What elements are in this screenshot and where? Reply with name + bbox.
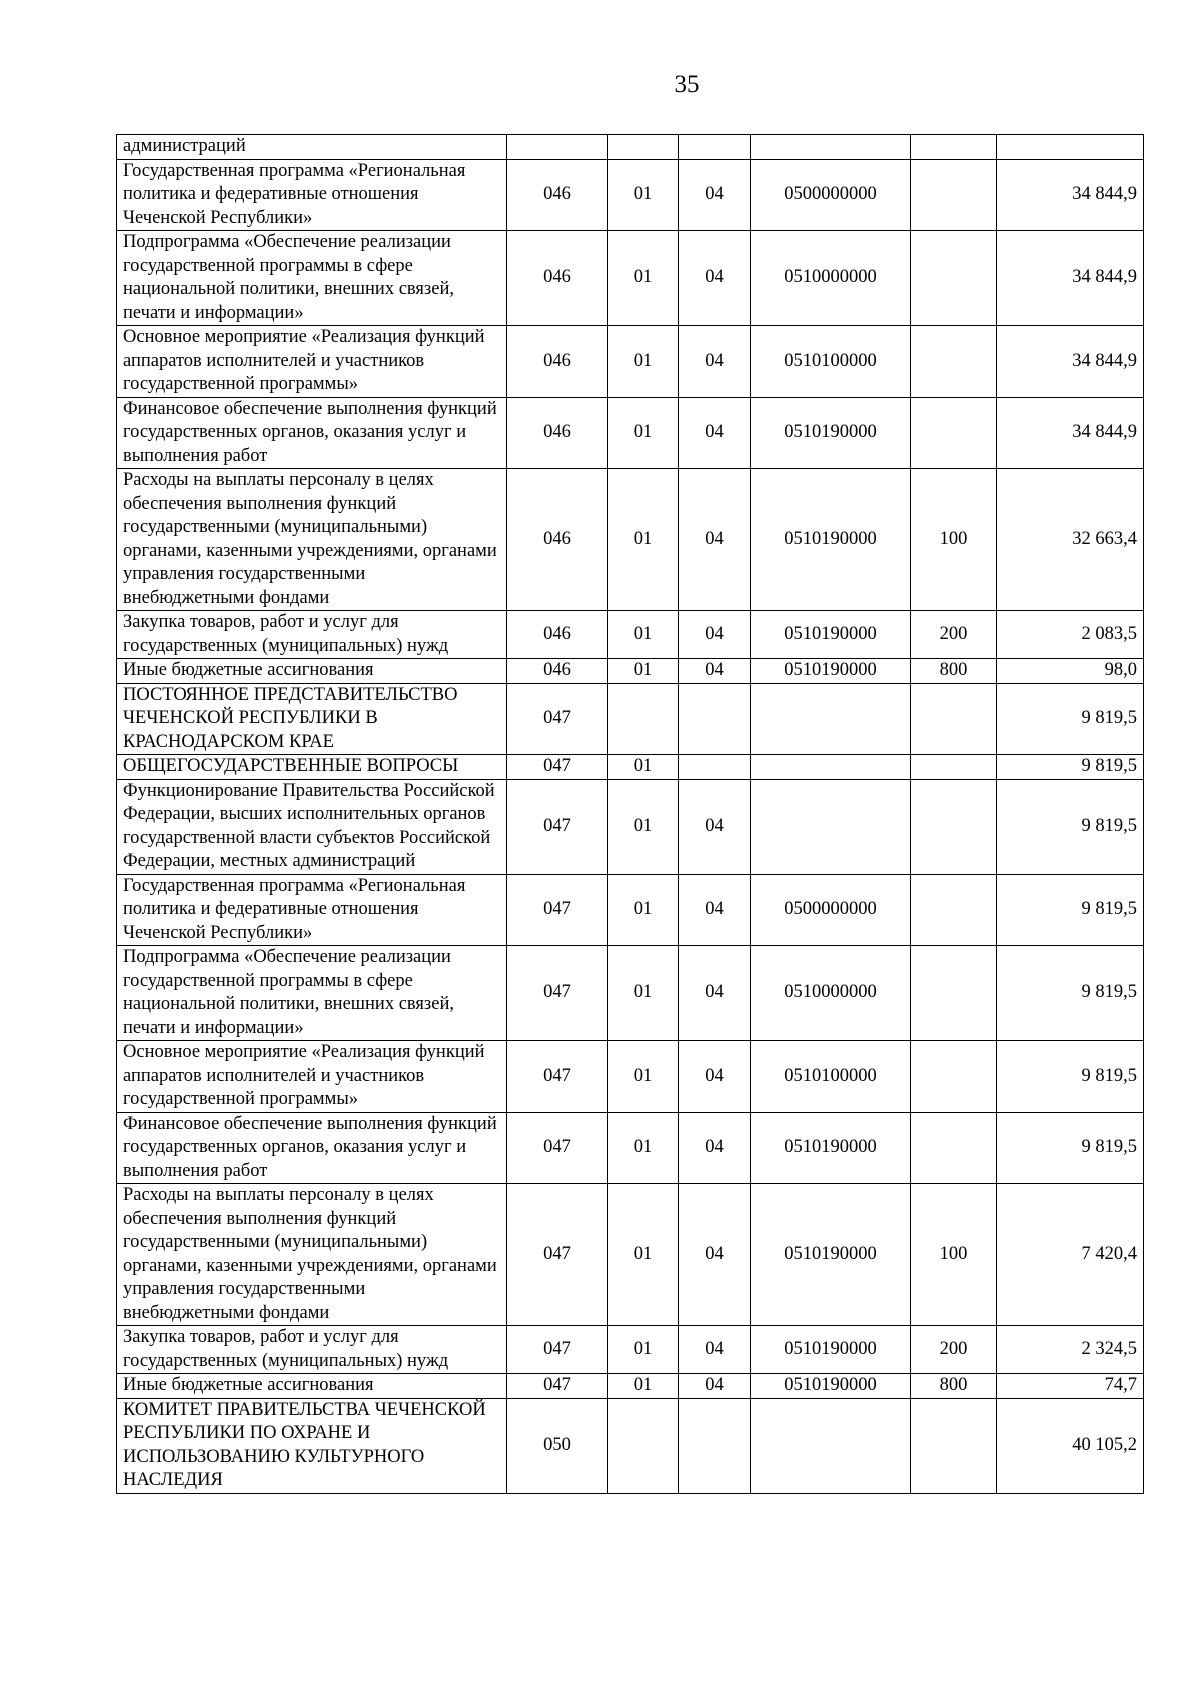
- row-sum-cell: 7 420,4: [997, 1184, 1144, 1326]
- row-vr-cell: 800: [911, 1374, 997, 1399]
- table-row: [117, 755, 1144, 780]
- row-csr-cell: 0510190000: [751, 659, 911, 684]
- row-pr-cell: 04: [679, 1112, 751, 1184]
- row-vr-cell: [911, 1112, 997, 1184]
- row-vr-cell: [911, 135, 997, 160]
- row-name-cell: Государственная программа «Региональная политика и федеративные отношения Чеченской Республики»: [117, 159, 507, 231]
- row-name-cell: Финансовое обеспечение выполнения функций государственных органов, оказания услуг и выполнения работ: [117, 1112, 507, 1184]
- row-csr-cell: [751, 755, 911, 780]
- row-csr-cell: 0510190000: [751, 1112, 911, 1184]
- row-ved-cell: [507, 135, 608, 160]
- table-row: [117, 326, 1144, 398]
- row-pr-cell: 04: [679, 159, 751, 231]
- row-csr-cell: 0510000000: [751, 231, 911, 326]
- row-rz-cell: 01: [608, 231, 679, 326]
- row-rz-cell: 01: [608, 326, 679, 398]
- row-rz-cell: 01: [608, 1112, 679, 1184]
- row-vr-cell: [911, 1398, 997, 1493]
- row-pr-cell: 04: [679, 874, 751, 946]
- row-ved-cell: 046: [507, 469, 608, 611]
- table-row: [117, 659, 1144, 684]
- row-name-cell: Расходы на выплаты персоналу в целях обеспечения выполнения функций государственными (муниципальными) органами, казенными учреждениями, органами управления государственными внебюджетными фондами: [117, 1184, 507, 1326]
- row-pr-cell: 04: [679, 397, 751, 469]
- row-vr-cell: 800: [911, 659, 997, 684]
- row-vr-cell: [911, 326, 997, 398]
- row-name-cell: Закупка товаров, работ и услуг для государственных (муниципальных) нужд: [117, 611, 507, 659]
- table-row: [117, 135, 1144, 160]
- row-csr-cell: [751, 683, 911, 755]
- row-name-cell: ОБЩЕГОСУДАРСТВЕННЫЕ ВОПРОСЫ: [117, 755, 507, 780]
- row-vr-cell: [911, 1041, 997, 1113]
- row-sum-cell: [997, 135, 1144, 160]
- row-sum-cell: 74,7: [997, 1374, 1144, 1399]
- row-sum-cell: 34 844,9: [997, 397, 1144, 469]
- page-number: 35: [674, 71, 700, 98]
- row-name-cell: КОМИТЕТ ПРАВИТЕЛЬСТВА ЧЕЧЕНСКОЙ РЕСПУБЛИКИ ПО ОХРАНЕ И ИСПОЛЬЗОВАНИЮ КУЛЬТУРНОГО НАСЛЕДИЯ: [117, 1398, 507, 1493]
- row-ved-cell: 047: [507, 1326, 608, 1374]
- row-name-cell: Финансовое обеспечение выполнения функций государственных органов, оказания услуг и выполнения работ: [117, 397, 507, 469]
- row-pr-cell: [679, 683, 751, 755]
- row-csr-cell: [751, 1398, 911, 1493]
- row-csr-cell: 0510100000: [751, 326, 911, 398]
- row-rz-cell: [608, 1398, 679, 1493]
- row-rz-cell: 01: [608, 159, 679, 231]
- table-row: [117, 946, 1144, 1041]
- row-ved-cell: 046: [507, 659, 608, 684]
- row-rz-cell: 01: [608, 1374, 679, 1399]
- row-pr-cell: 04: [679, 1326, 751, 1374]
- row-rz-cell: 01: [608, 469, 679, 611]
- row-pr-cell: 04: [679, 469, 751, 611]
- row-csr-cell: 0510100000: [751, 1041, 911, 1113]
- row-pr-cell: [679, 1398, 751, 1493]
- row-pr-cell: 04: [679, 326, 751, 398]
- row-rz-cell: 01: [608, 1041, 679, 1113]
- row-ved-cell: 046: [507, 611, 608, 659]
- row-pr-cell: 04: [679, 1374, 751, 1399]
- row-vr-cell: [911, 755, 997, 780]
- row-name-cell: Основное мероприятие «Реализация функций аппаратов исполнителей и участников государственной программы»: [117, 326, 507, 398]
- row-csr-cell: 0500000000: [751, 159, 911, 231]
- row-vr-cell: [911, 946, 997, 1041]
- row-sum-cell: 34 844,9: [997, 326, 1144, 398]
- table-row: [117, 231, 1144, 326]
- row-ved-cell: 047: [507, 1184, 608, 1326]
- row-pr-cell: 04: [679, 611, 751, 659]
- table-row: [117, 779, 1144, 874]
- row-sum-cell: 9 819,5: [997, 874, 1144, 946]
- row-sum-cell: 9 819,5: [997, 946, 1144, 1041]
- budget-table: [116, 134, 1144, 1494]
- row-csr-cell: 0510190000: [751, 1184, 911, 1326]
- table-row: [117, 1184, 1144, 1326]
- row-vr-cell: [911, 683, 997, 755]
- table-row: [117, 1326, 1144, 1374]
- table-row: [117, 1112, 1144, 1184]
- row-ved-cell: 046: [507, 397, 608, 469]
- row-vr-cell: [911, 397, 997, 469]
- row-name-cell: Государственная программа «Региональная политика и федеративные отношения Чеченской Республики»: [117, 874, 507, 946]
- row-name-cell: Подпрограмма «Обеспечение реализации государственной программы в сфере национальной политики, внешних связей, печати и информации»: [117, 231, 507, 326]
- row-pr-cell: 04: [679, 1184, 751, 1326]
- row-vr-cell: 200: [911, 1326, 997, 1374]
- row-csr-cell: 0510190000: [751, 469, 911, 611]
- row-pr-cell: 04: [679, 946, 751, 1041]
- table-row: [117, 1041, 1144, 1113]
- row-rz-cell: 01: [608, 611, 679, 659]
- row-rz-cell: 01: [608, 397, 679, 469]
- row-ved-cell: 047: [507, 755, 608, 780]
- row-rz-cell: 01: [608, 1326, 679, 1374]
- row-csr-cell: 0510190000: [751, 1326, 911, 1374]
- row-ved-cell: 046: [507, 231, 608, 326]
- row-ved-cell: 047: [507, 1041, 608, 1113]
- row-vr-cell: 200: [911, 611, 997, 659]
- row-name-cell: Иные бюджетные ассигнования: [117, 659, 507, 684]
- row-sum-cell: 9 819,5: [997, 683, 1144, 755]
- row-rz-cell: 01: [608, 946, 679, 1041]
- row-csr-cell: 0510000000: [751, 946, 911, 1041]
- row-csr-cell: 0510190000: [751, 1374, 911, 1399]
- table-row: [117, 469, 1144, 611]
- row-vr-cell: [911, 231, 997, 326]
- row-name-cell: Основное мероприятие «Реализация функций аппаратов исполнителей и участников государственной программы»: [117, 1041, 507, 1113]
- row-sum-cell: 98,0: [997, 659, 1144, 684]
- table-row: [117, 874, 1144, 946]
- row-name-cell: Иные бюджетные ассигнования: [117, 1374, 507, 1399]
- row-pr-cell: 04: [679, 659, 751, 684]
- row-vr-cell: 100: [911, 469, 997, 611]
- row-vr-cell: 100: [911, 1184, 997, 1326]
- row-pr-cell: 04: [679, 779, 751, 874]
- row-rz-cell: 01: [608, 779, 679, 874]
- row-sum-cell: 34 844,9: [997, 231, 1144, 326]
- row-sum-cell: 9 819,5: [997, 1112, 1144, 1184]
- row-rz-cell: 01: [608, 659, 679, 684]
- row-sum-cell: 9 819,5: [997, 755, 1144, 780]
- row-rz-cell: 01: [608, 755, 679, 780]
- row-ved-cell: 047: [507, 946, 608, 1041]
- row-ved-cell: 046: [507, 159, 608, 231]
- row-ved-cell: 047: [507, 683, 608, 755]
- row-ved-cell: 047: [507, 874, 608, 946]
- row-csr-cell: 0510190000: [751, 397, 911, 469]
- row-ved-cell: 046: [507, 326, 608, 398]
- row-ved-cell: 047: [507, 779, 608, 874]
- row-vr-cell: [911, 159, 997, 231]
- row-ved-cell: 050: [507, 1398, 608, 1493]
- row-sum-cell: 9 819,5: [997, 779, 1144, 874]
- row-rz-cell: 01: [608, 874, 679, 946]
- table-row: [117, 611, 1144, 659]
- row-vr-cell: [911, 874, 997, 946]
- row-name-cell: Закупка товаров, работ и услуг для государственных (муниципальных) нужд: [117, 1326, 507, 1374]
- row-name-cell: Функционирование Правительства Российской Федерации, высших исполнительных органов государственной власти субъектов Российской Федерации, местных администраций: [117, 779, 507, 874]
- row-pr-cell: [679, 755, 751, 780]
- row-pr-cell: [679, 135, 751, 160]
- row-sum-cell: 2 324,5: [997, 1326, 1144, 1374]
- table-row: [117, 159, 1144, 231]
- table-row: [117, 683, 1144, 755]
- row-sum-cell: 2 083,5: [997, 611, 1144, 659]
- row-sum-cell: 32 663,4: [997, 469, 1144, 611]
- row-sum-cell: 40 105,2: [997, 1398, 1144, 1493]
- row-csr-cell: [751, 135, 911, 160]
- row-rz-cell: [608, 135, 679, 160]
- table-row: [117, 397, 1144, 469]
- row-name-cell: Подпрограмма «Обеспечение реализации государственной программы в сфере национальной политики, внешних связей, печати и информации»: [117, 946, 507, 1041]
- table-row: [117, 1398, 1144, 1493]
- table-row: [117, 1374, 1144, 1399]
- row-ved-cell: 047: [507, 1374, 608, 1399]
- row-sum-cell: 34 844,9: [997, 159, 1144, 231]
- row-name-cell: ПОСТОЯННОЕ ПРЕДСТАВИТЕЛЬСТВО ЧЕЧЕНСКОЙ РЕСПУБЛИКИ В КРАСНОДАРСКОМ КРАЕ: [117, 683, 507, 755]
- row-ved-cell: 047: [507, 1112, 608, 1184]
- table-body: [117, 135, 1144, 1494]
- row-sum-cell: 9 819,5: [997, 1041, 1144, 1113]
- row-rz-cell: 01: [608, 1184, 679, 1326]
- row-rz-cell: [608, 683, 679, 755]
- row-name-cell: Расходы на выплаты персоналу в целях обеспечения выполнения функций государственными (муниципальными) органами, казенными учреждениями, органами управления государственными внебюджетными фондами: [117, 469, 507, 611]
- row-csr-cell: 0510190000: [751, 611, 911, 659]
- row-pr-cell: 04: [679, 1041, 751, 1113]
- row-name-cell: администраций: [117, 135, 507, 160]
- row-vr-cell: [911, 779, 997, 874]
- row-csr-cell: [751, 779, 911, 874]
- row-pr-cell: 04: [679, 231, 751, 326]
- row-csr-cell: 0500000000: [751, 874, 911, 946]
